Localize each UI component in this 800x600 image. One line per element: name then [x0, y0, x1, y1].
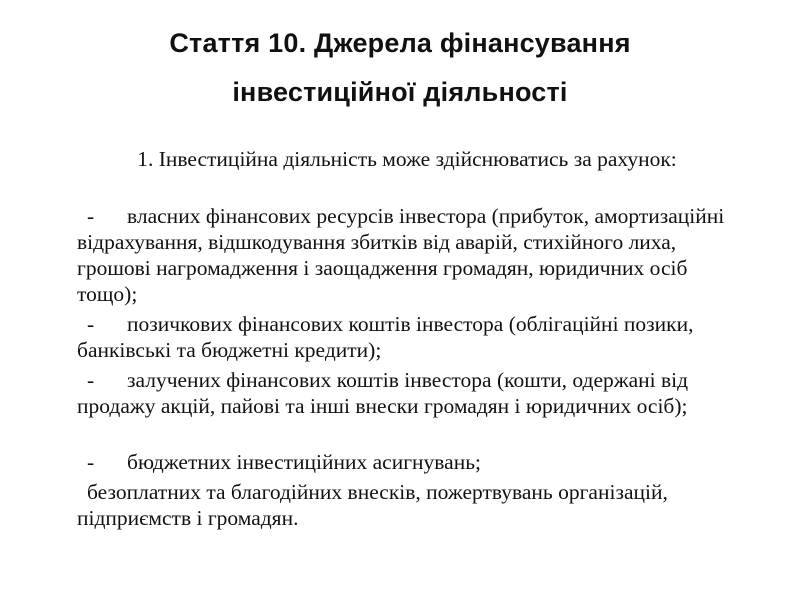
- bullet-dash: -: [87, 312, 95, 336]
- list-item-own-resources: [77, 203, 739, 307]
- list-item-text: бюджетних інвестиційних асигнувань;: [127, 450, 482, 474]
- list-item-text: позичкових фінансових коштів інвестора (облігаційні позики, банківські та бюджетні кредити);: [77, 312, 694, 362]
- list-item-text: безоплатних та благодійних внесків, пожертвувань організацій, підприємств і громадян.: [77, 480, 668, 530]
- intro-paragraph: 1. Інвестиційна діяльність може здійснюватись за рахунок:: [137, 147, 677, 171]
- list-item-attracted-funds: [77, 367, 739, 419]
- bullet-dash: -: [87, 368, 95, 392]
- page-title-line-1: Стаття 10. Джерела фінансування: [169, 28, 631, 58]
- list-item-charitable-donations: [77, 479, 739, 531]
- list-item-text: залучених фінансових коштів інвестора (кошти, одержані від продажу акцій, пайові та інші внески громадян і юридичних осіб);: [77, 368, 689, 418]
- bullet-dash: -: [87, 204, 95, 228]
- list-item-borrowed-funds: [77, 311, 739, 363]
- bullet-dash: -: [87, 450, 95, 474]
- list-item-budget-allocations: [77, 449, 739, 475]
- page-title-line-2: інвестиційної діяльності: [232, 77, 568, 107]
- list-item-text: власних фінансових ресурсів інвестора (прибуток, амортизаційні відрахування, відшкодування збитків від аварій, стихійного лиха, грошові нагромадження і заощадження громадян, юридичних осіб тощо);: [77, 204, 725, 306]
